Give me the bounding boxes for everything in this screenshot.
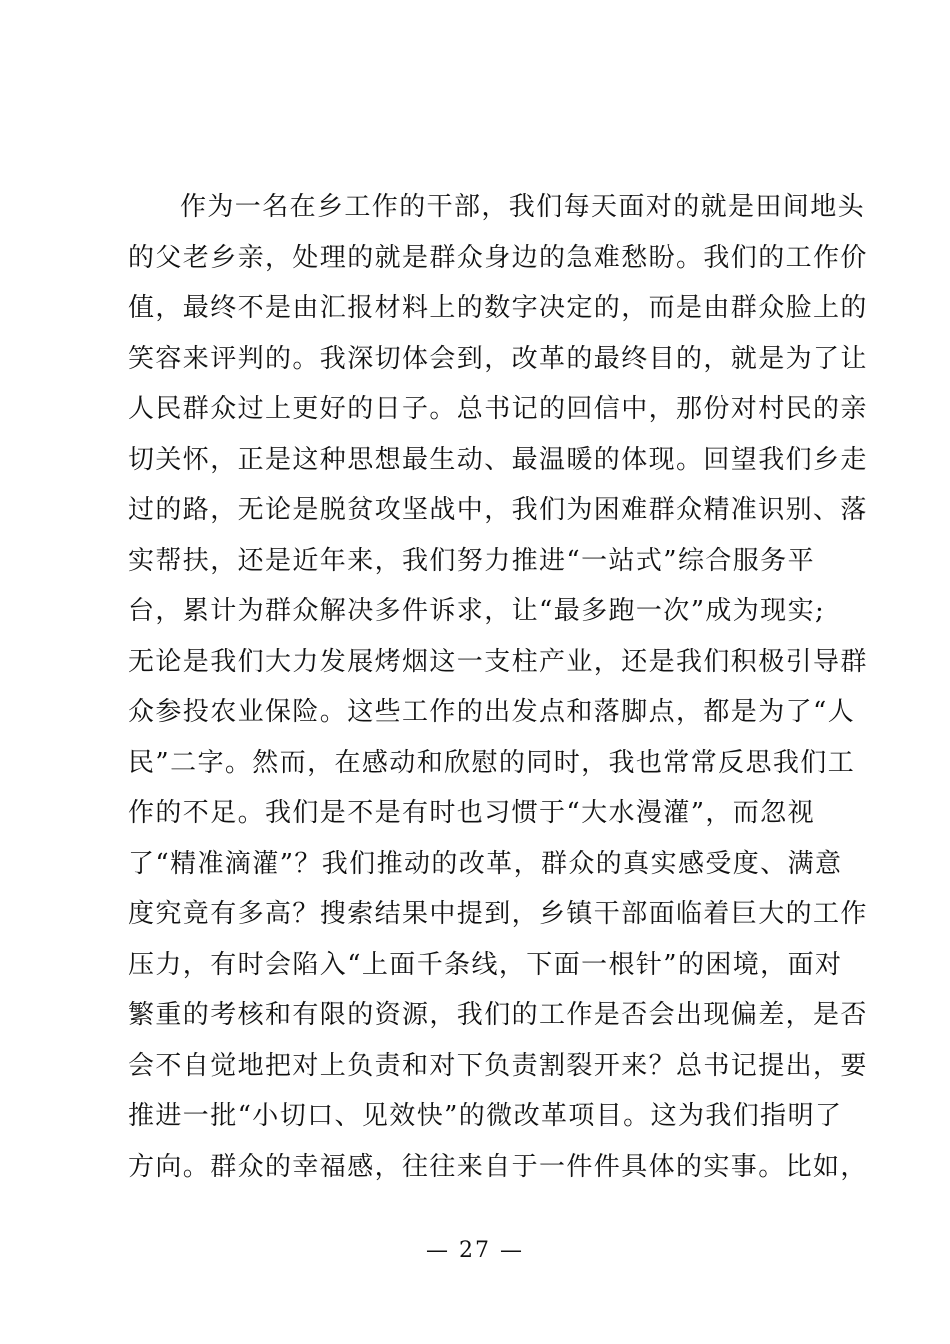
text-line: 会不自觉地把对上负责和对下负责割裂开来？总书记提出，要 [128, 1050, 868, 1081]
body-paragraph [128, 186, 868, 1196]
text-line: 人民群众过上更好的日子。总书记的回信中，那份对村民的亲 [128, 394, 868, 424]
text-line: 作为一名在乡工作的干部，我们每天面对的就是田间地头 [180, 192, 866, 222]
text-line: 推进一批“小切口、见效快”的微改革项目。这为我们指明了 [128, 1101, 843, 1131]
text-line: 众参投农业保险。这些工作的出发点和落脚点，都是为了“人 [128, 697, 856, 727]
text-line: 台，累计为群众解决多件诉求，让“最多跑一次”成为现实; [128, 596, 826, 626]
text-line: 实帮扶，还是近年来，我们努力推进“一站式”综合服务平 [128, 545, 815, 576]
page-number: — 27 — [426, 1238, 524, 1263]
text-line: 的父老乡亲，处理的就是群众身边的急难愁盼。我们的工作价 [128, 242, 868, 273]
text-line: 切关怀，正是这种思想最生动、最温暖的体现。回望我们乡走 [128, 444, 868, 475]
text-line: 过的路，无论是脱贫攻坚战中，我们为困难群众精准识别、落 [128, 495, 868, 525]
text-line: 度究竟有多高？搜索结果中提到，乡镇干部面临着巨大的工作 [128, 899, 868, 929]
text-line: 笑容来评判的。我深切体会到，改革的最终目的，就是为了让 [128, 343, 868, 374]
text-line: 民”二字。然而，在感动和欣慰的同时，我也常常反思我们工 [128, 747, 856, 778]
text-line: 无论是我们大力发展烤烟这一支柱产业，还是我们积极引导群 [128, 646, 868, 677]
text-line: 值，最终不是由汇报材料上的数字决定的，而是由群众脸上的 [128, 293, 868, 323]
text-line: 作的不足。我们是不是有时也习惯于“大水漫灌”，而忽视 [128, 798, 815, 828]
text-line: 压力，有时会陷入“上面千条线，下面一根针”的困境，面对 [128, 949, 843, 980]
text-line: 繁重的考核和有限的资源，我们的工作是否会出现偏差，是否 [128, 1000, 868, 1030]
text-line: 了“精准滴灌”？我们推动的改革，群众的真实感受度、满意 [128, 848, 843, 879]
text-line: 方向。群众的幸福感，往往来自于一件件具体的实事。比如， [128, 1151, 868, 1182]
